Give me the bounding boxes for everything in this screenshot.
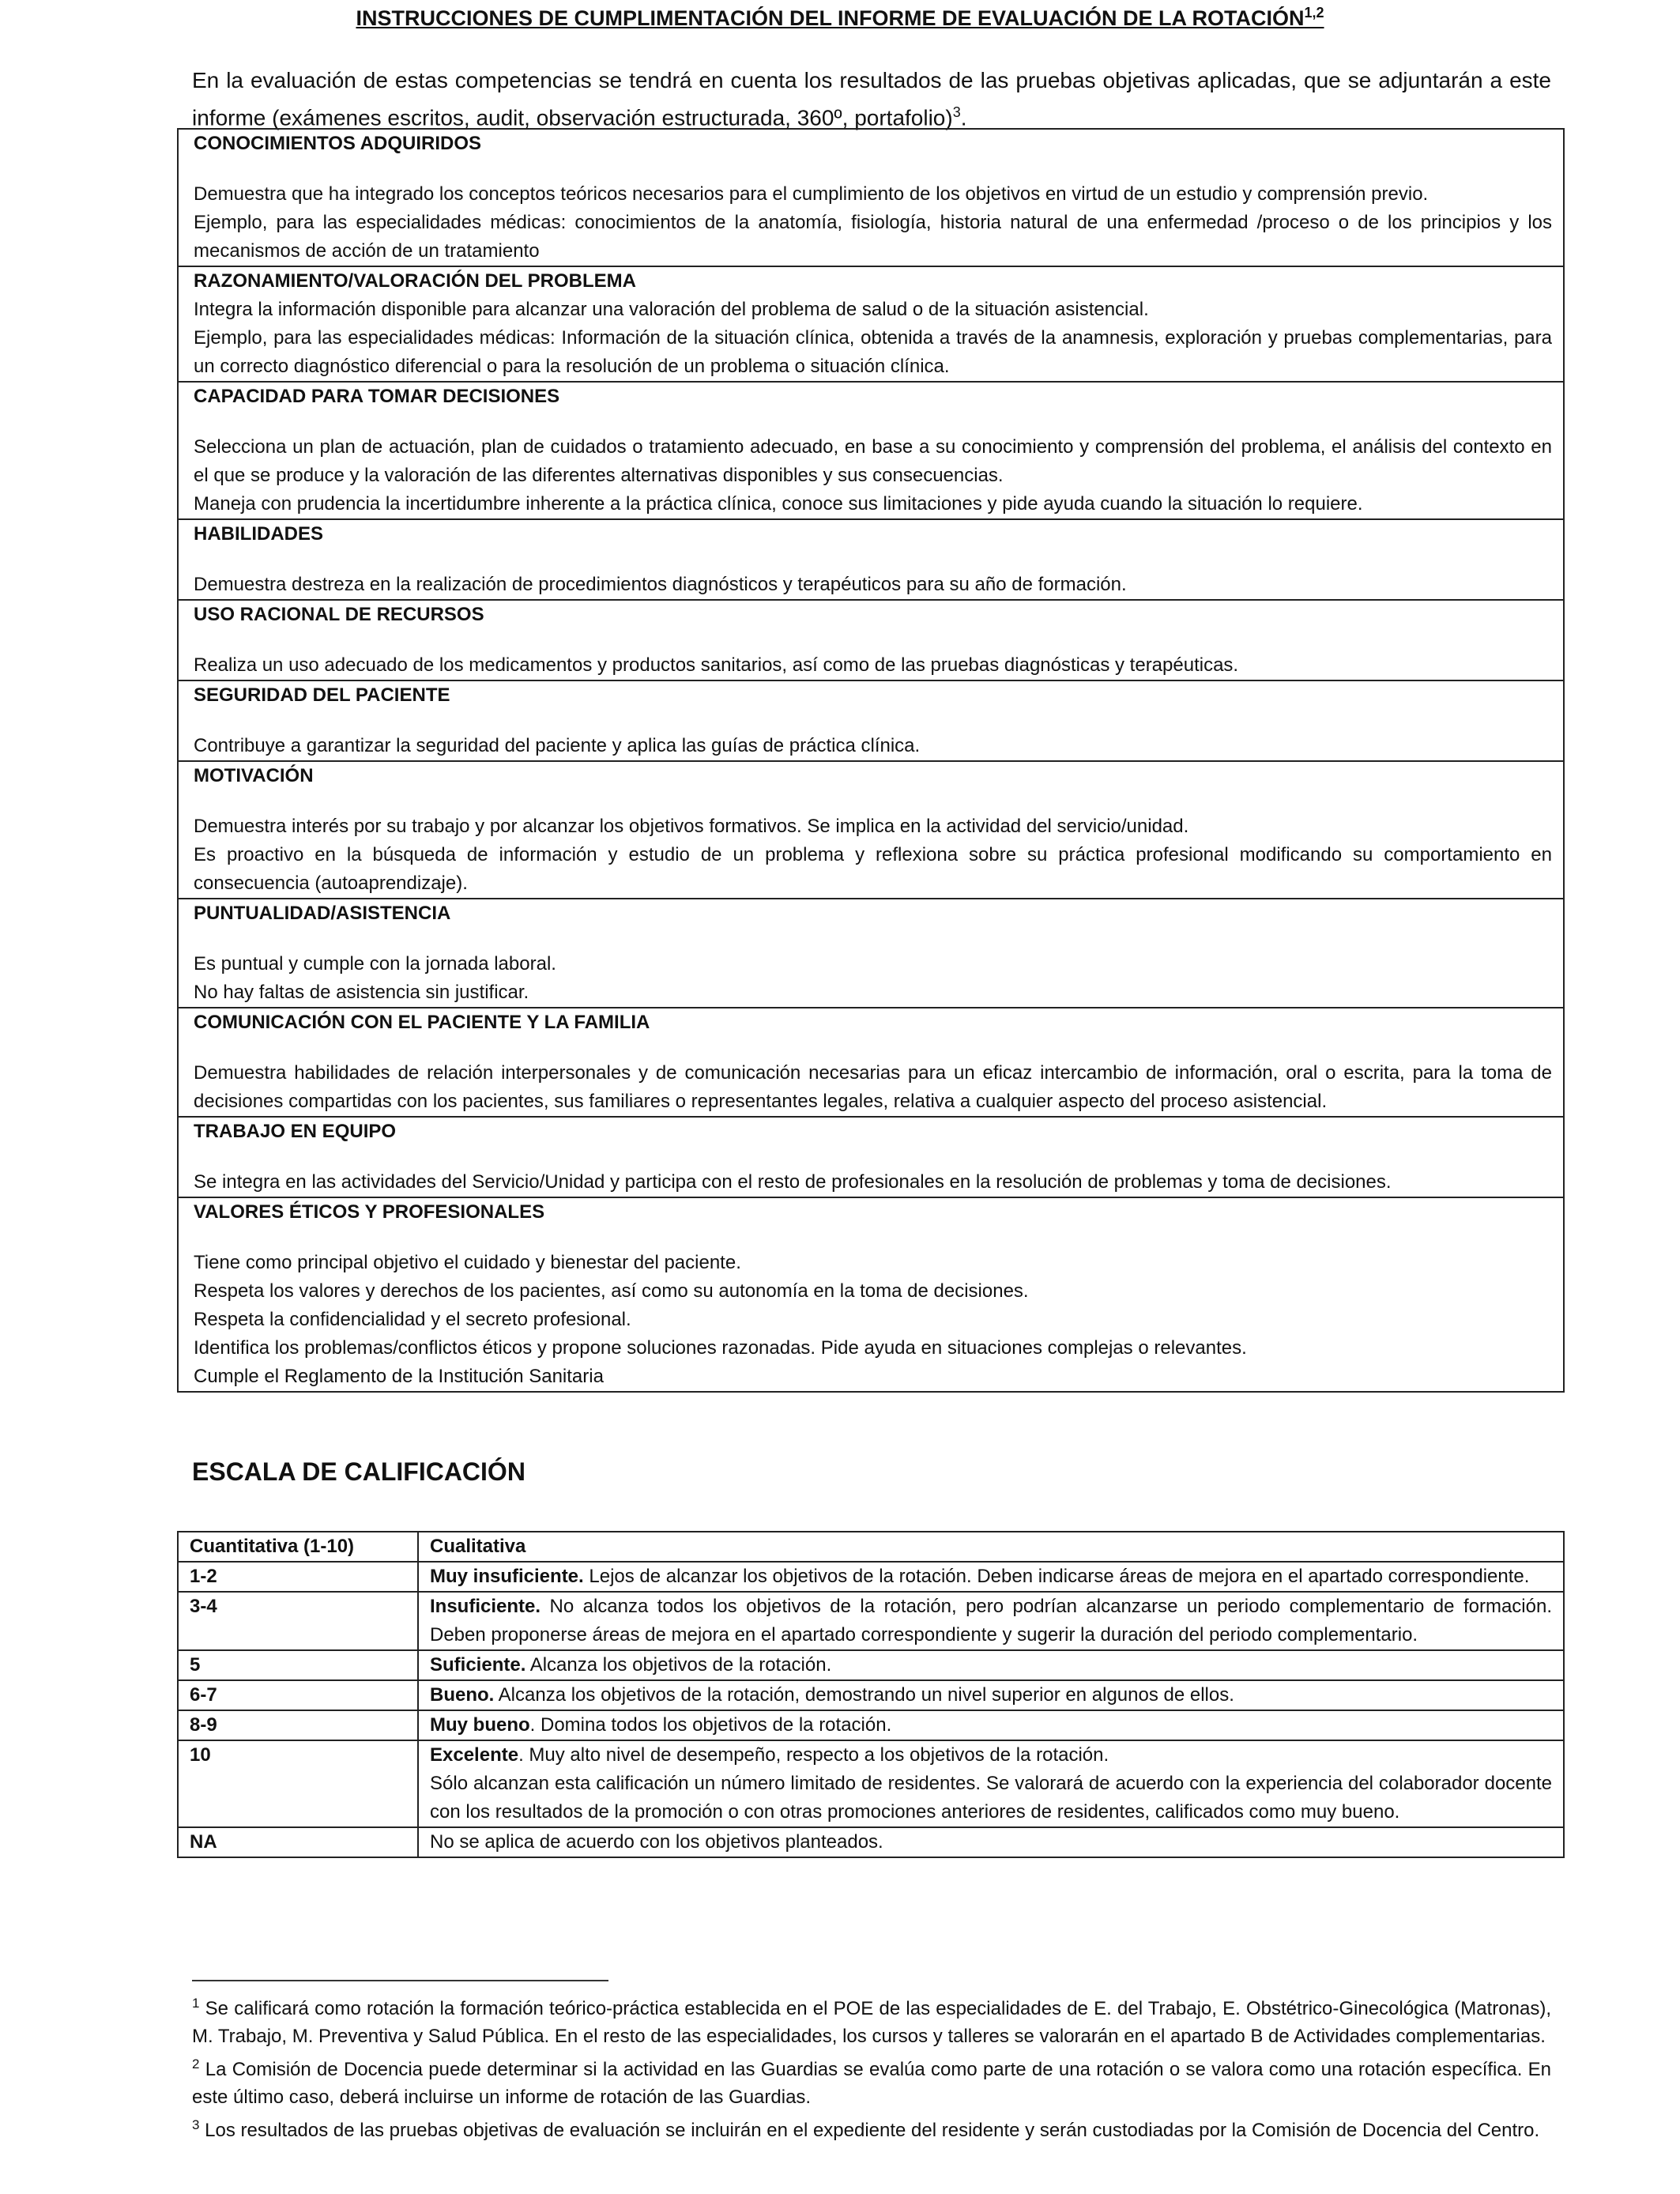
scale-header-row [178,1532,1564,1562]
scale-row [178,1592,1564,1650]
scale-qualitative-description [418,1710,1564,1740]
competency-paragraph: Realiza un uso adecuado de los medicamentos y productos sanitarios, así como de las pruebas diagnósticas y terapéuticas. [194,654,1239,676]
scale-grade-text: No alcanza todos los objetivos de la rotación, pero podrían alcanzarse un periodo complementario de formación. Deben proponerse áreas de mejora en el apartado correspondiente y sugerir la duración del periodo complementario. [430,1596,1552,1646]
competency-section [179,1007,1563,1116]
competency-paragraph: Demuestra destreza en la realización de procedimientos diagnósticos y terapéuticos para su año de formación. [194,574,1127,595]
competency-section [179,266,1563,381]
scale-qualitative-description [418,1680,1564,1710]
competency-description [194,296,1552,381]
competency-paragraph: Es puntual y cumple con la jornada laboral. [194,953,556,974]
scale-quantitative-value: 10 [178,1740,418,1827]
scale-quantitative-value: 8-9 [178,1710,418,1740]
scale-row [178,1680,1564,1710]
competency-paragraph: Cumple el Reglamento de la Institución Sanitaria [194,1366,604,1387]
competency-paragraph: Integra la información disponible para alcanzar una valoración del problema de salud o de la situación asistencial. [194,299,1149,320]
competency-description [194,1227,1552,1391]
footnote-number: 2 [192,2056,200,2071]
competency-heading: PUNTUALIDAD/ASISTENCIA [194,903,451,924]
intro-text: En la evaluación de estas competencias se tendrá en cuenta los resultados de las pruebas objetivas aplicadas, que se adjuntarán a este informe (exámenes escritos, audit, observación estructurada, 360º, portafolio) [192,68,1551,130]
competency-description [194,629,1552,680]
competency-paragraph: Se integra en las actividades del Servicio/Unidad y participa con el resto de profesionales en la resolución de problemas y toma de decisiones. [194,1171,1392,1193]
scale-heading: ESCALA DE CALIFICACIÓN [192,1457,525,1486]
footnote-separator [192,1980,608,1981]
title-footnote-ref: 1,2 [1304,5,1324,21]
scale-quantitative-value: NA [178,1827,418,1857]
competency-description [194,710,1552,760]
section-spacer [194,1227,1552,1249]
scale-quantitative-value: 1-2 [178,1562,418,1592]
scale-quantitative-value: 5 [178,1650,418,1680]
competency-section [179,518,1563,599]
competency-paragraph: Selecciona un plan de actuación, plan de cuidados o tratamiento adecuado, en base a su conocimiento y comprensión del problema, el análisis del contexto en el que se produce y la valoración de las diferentes alternativas disponibles y sus consecuencias. [194,436,1552,486]
scale-row [178,1827,1564,1857]
competency-section [179,130,1563,266]
scale-row [178,1740,1564,1827]
section-spacer [194,710,1552,732]
competency-heading: CONOCIMIENTOS ADQUIRIDOS [194,133,482,154]
section-spacer [194,928,1552,950]
competency-section [179,760,1563,898]
scale-qualitative-description [418,1740,1564,1827]
scale-grade-label: Muy insuficiente. [430,1566,584,1587]
section-spacer [194,629,1552,651]
section-spacer [194,790,1552,812]
competency-paragraph: Contribuye a garantizar la seguridad del paciente y aplica las guías de práctica clínica. [194,735,921,756]
competency-description [194,1037,1552,1116]
intro-paragraph [192,65,1551,134]
section-spacer [194,158,1552,180]
scale-row [178,1562,1564,1592]
competency-heading: SEGURIDAD DEL PACIENTE [194,684,450,706]
competency-heading: CAPACIDAD PARA TOMAR DECISIONES [194,386,560,407]
competency-heading: MOTIVACIÓN [194,765,314,786]
scale-quantitative-value: 6-7 [178,1680,418,1710]
competency-description [194,928,1552,1007]
footnotes [192,1989,1551,2144]
scale-qualitative-description [418,1592,1564,1650]
competency-heading: USO RACIONAL DE RECURSOS [194,604,484,625]
competency-description [194,790,1552,898]
scale-row [178,1710,1564,1740]
scale-header-quantitative: Cuantitativa (1-10) [178,1532,418,1562]
competency-paragraph: Demuestra que ha integrado los conceptos teóricos necesarios para el cumplimiento de los objetivos en virtud de un estudio y comprensión previo. [194,183,1429,205]
document-title [0,5,1680,31]
competency-section [179,381,1563,518]
competency-paragraph: Maneja con prudencia la incertidumbre inherente a la práctica clínica, conoce sus limitaciones y pide ayuda cuando la situación lo requiere. [194,493,1363,515]
footnote-number: 3 [192,2117,200,2132]
footnote [192,1989,1551,2050]
competency-description [194,1146,1552,1197]
competency-paragraph: Demuestra habilidades de relación interpersonales y de comunicación necesarias para un eficaz intercambio de información, oral o escrita, para la toma de decisiones compartidas con los pacientes, sus familiares o representantes legales, relativa a cualquier aspecto del proceso asistencial. [194,1062,1552,1112]
section-spacer [194,1146,1552,1168]
competency-description [194,411,1552,518]
footnote-number: 1 [192,1996,200,2011]
competency-paragraph: Ejemplo, para las especialidades médicas: Información de la situación clínica, obtenida a través de la anamnesis, exploración y pruebas complementarias, para un correcto diagnóstico diferencial o para la resolución de un problema o situación clínica. [194,327,1552,377]
scale-grade-label: Suficiente. [430,1654,526,1676]
scale-qualitative-description [418,1827,1564,1857]
competencies-table [177,128,1565,1393]
footnote-text: Se calificará como rotación la formación teórico-práctica establecida en el POE de las especialidades de E. del Trabajo, E. Obstétrico-Ginecológica (Matronas), M. Trabajo, M. Preventiva y Salud Pública. En el resto de las especialidades, los cursos y talleres se valorarán en el apartado B de Actividades complementarias. [192,1998,1551,2047]
competency-paragraph: Respeta los valores y derechos de los pacientes, así como su autonomía en la toma de decisiones. [194,1280,1029,1302]
section-spacer [194,1037,1552,1059]
competency-section [179,898,1563,1007]
scale-row [178,1650,1564,1680]
scale-grade-label: Bueno. [430,1684,495,1706]
section-spacer [194,548,1552,571]
scale-grade-text: . Muy alto nivel de desempeño, respecto a los objetivos de la rotación. [518,1744,1109,1766]
competency-section [179,599,1563,680]
footnote-text: Los resultados de las pruebas objetivas de evaluación se incluirán en el expediente del residente y serán custodiadas por la Comisión de Docencia del Centro. [199,2120,1540,2141]
competency-heading: VALORES ÉTICOS Y PROFESIONALES [194,1201,545,1223]
footnote-text: La Comisión de Docencia puede determinar si la actividad en las Guardias se evalúa como parte de una rotación o se valora como una rotación específica. En este último caso, deberá incluirse un informe de rotación de las Guardias. [192,2059,1551,2108]
scale-qualitative-description [418,1562,1564,1592]
competency-paragraph: No hay faltas de asistencia sin justificar. [194,982,529,1003]
competency-section [179,1197,1563,1391]
competency-description [194,548,1552,599]
competency-heading: COMUNICACIÓN CON EL PACIENTE Y LA FAMILIA [194,1012,650,1033]
competency-heading: TRABAJO EN EQUIPO [194,1121,397,1142]
competency-paragraph: Respeta la confidencialidad y el secreto profesional. [194,1309,631,1330]
competency-paragraph: Demuestra interés por su trabajo y por alcanzar los objetivos formativos. Se implica en la actividad del servicio/unidad. [194,816,1189,837]
title-text: INSTRUCCIONES DE CUMPLIMENTACIÓN DEL INFORME DE EVALUACIÓN DE LA ROTACIÓN [356,6,1305,30]
competency-paragraph: Ejemplo, para las especialidades médicas: conocimientos de la anatomía, fisiología, historia natural de una enfermedad /proceso o de los principios y los mecanismos de acción de un tratamiento [194,212,1552,262]
footnote [192,2050,1551,2111]
scale-quantitative-value: 3-4 [178,1592,418,1650]
scale-grade-text: Alcanza los objetivos de la rotación. [525,1654,832,1676]
competency-section [179,680,1563,760]
grading-scale-table [177,1531,1565,1858]
competency-paragraph: Es proactivo en la búsqueda de información y estudio de un problema y reflexiona sobre su práctica profesional modificando su comportamiento en consecuencia (autoaprendizaje). [194,844,1552,894]
scale-grade-text: . Domina todos los objetivos de la rotación. [529,1714,892,1736]
competency-paragraph: Tiene como principal objetivo el cuidado y bienestar del paciente. [194,1252,741,1273]
footnote [192,2111,1551,2144]
scale-grade-text: No se aplica de acuerdo con los objetivos planteados. [430,1831,883,1853]
intro-end: . [960,105,967,130]
scale-grade-text: Alcanza los objetivos de la rotación, demostrando un nivel superior en algunos de ellos. [494,1684,1234,1706]
competency-paragraph: Identifica los problemas/conflictos éticos y propone soluciones razonadas. Pide ayuda en situaciones complejas o relevantes. [194,1337,1247,1359]
scale-header-qualitative: Cualitativa [418,1532,1564,1562]
scale-grade-note: Sólo alcanzan esta calificación un número limitado de residentes. Se valorará de acuerdo con la experiencia del colaborador docente con los resultados de la promoción o con otras promociones anteriores de residentes, calificados como muy bueno. [430,1773,1552,1823]
scale-grade-label: Muy bueno [430,1714,530,1736]
section-spacer [194,411,1552,433]
scale-grade-text: Lejos de alcanzar los objetivos de la rotación. Deben indicarse áreas de mejora en el apartado correspondiente. [583,1566,1530,1587]
scale-grade-label: Insuficiente. [430,1596,541,1617]
scale-grade-label: Excelente [430,1744,519,1766]
competency-heading: HABILIDADES [194,523,324,545]
competency-heading: RAZONAMIENTO/VALORACIÓN DEL PROBLEMA [194,270,637,292]
intro-footnote-ref: 3 [952,104,961,120]
competency-description [194,158,1552,266]
scale-qualitative-description [418,1650,1564,1680]
competency-section [179,1116,1563,1197]
